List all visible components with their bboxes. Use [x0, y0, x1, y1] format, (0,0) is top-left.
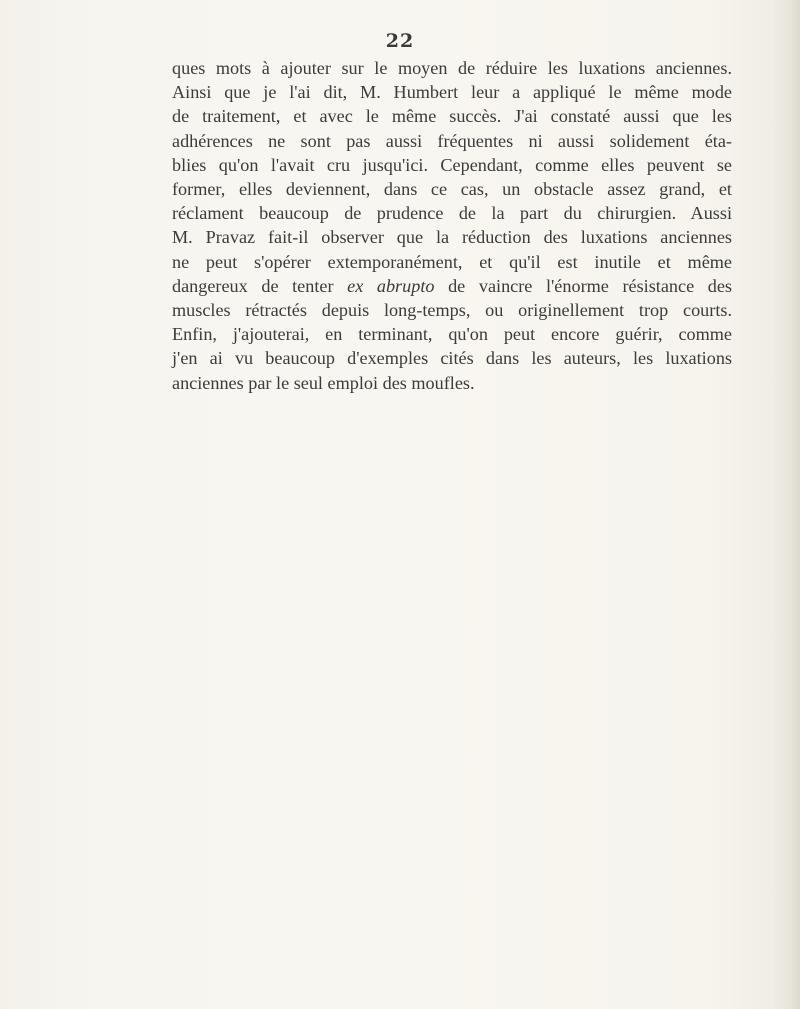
text-line: Ainsi que je l'ai dit, M. Humbert leur a appliqué le même mode — [172, 82, 732, 103]
italic-phrase: ex abrupto — [347, 275, 435, 296]
text-line — [172, 274, 732, 298]
text-line: blies qu'on l'avait cru jusqu'ici. Cependant, comme elles peuvent se — [172, 154, 732, 175]
text-line: réclament beaucoup de prudence de la part du chirurgien. Aussi — [172, 203, 732, 224]
text-line: anciennes par le seul emploi des moufles. — [172, 372, 475, 393]
text-line: former, elles deviennent, dans ce cas, un obstacle assez grand, et — [172, 179, 732, 200]
text-line: de traitement, et avec le même succès. J'ai constaté aussi que les — [172, 106, 732, 127]
page-edge-shadow — [772, 0, 800, 1009]
text-line: M. Pravaz fait-il observer que la réduction des luxations anciennes — [172, 227, 732, 248]
text-line: adhérences ne sont pas aussi fréquentes ni aussi solidement éta- — [172, 130, 732, 151]
page-number: 22 — [385, 30, 415, 52]
text-line: Enfin, j'ajouterai, en terminant, qu'on peut encore guérir, comme — [172, 324, 732, 345]
text-line: ques mots à ajouter sur le moyen de réduire les luxations anciennes. — [172, 58, 732, 78]
text-line: ne peut s'opérer extemporanément, et qu'il est inutile et même — [172, 251, 732, 272]
body-text — [172, 56, 732, 395]
text-run: de vaincre l'énorme résistance des — [434, 275, 732, 296]
text-line: j'en ai vu beaucoup d'exemples cités dans les auteurs, les luxations — [172, 348, 732, 369]
text-run: dangereux de tenter — [172, 275, 348, 296]
text-line: muscles rétractés depuis long-temps, ou originellement trop courts. — [172, 300, 732, 321]
